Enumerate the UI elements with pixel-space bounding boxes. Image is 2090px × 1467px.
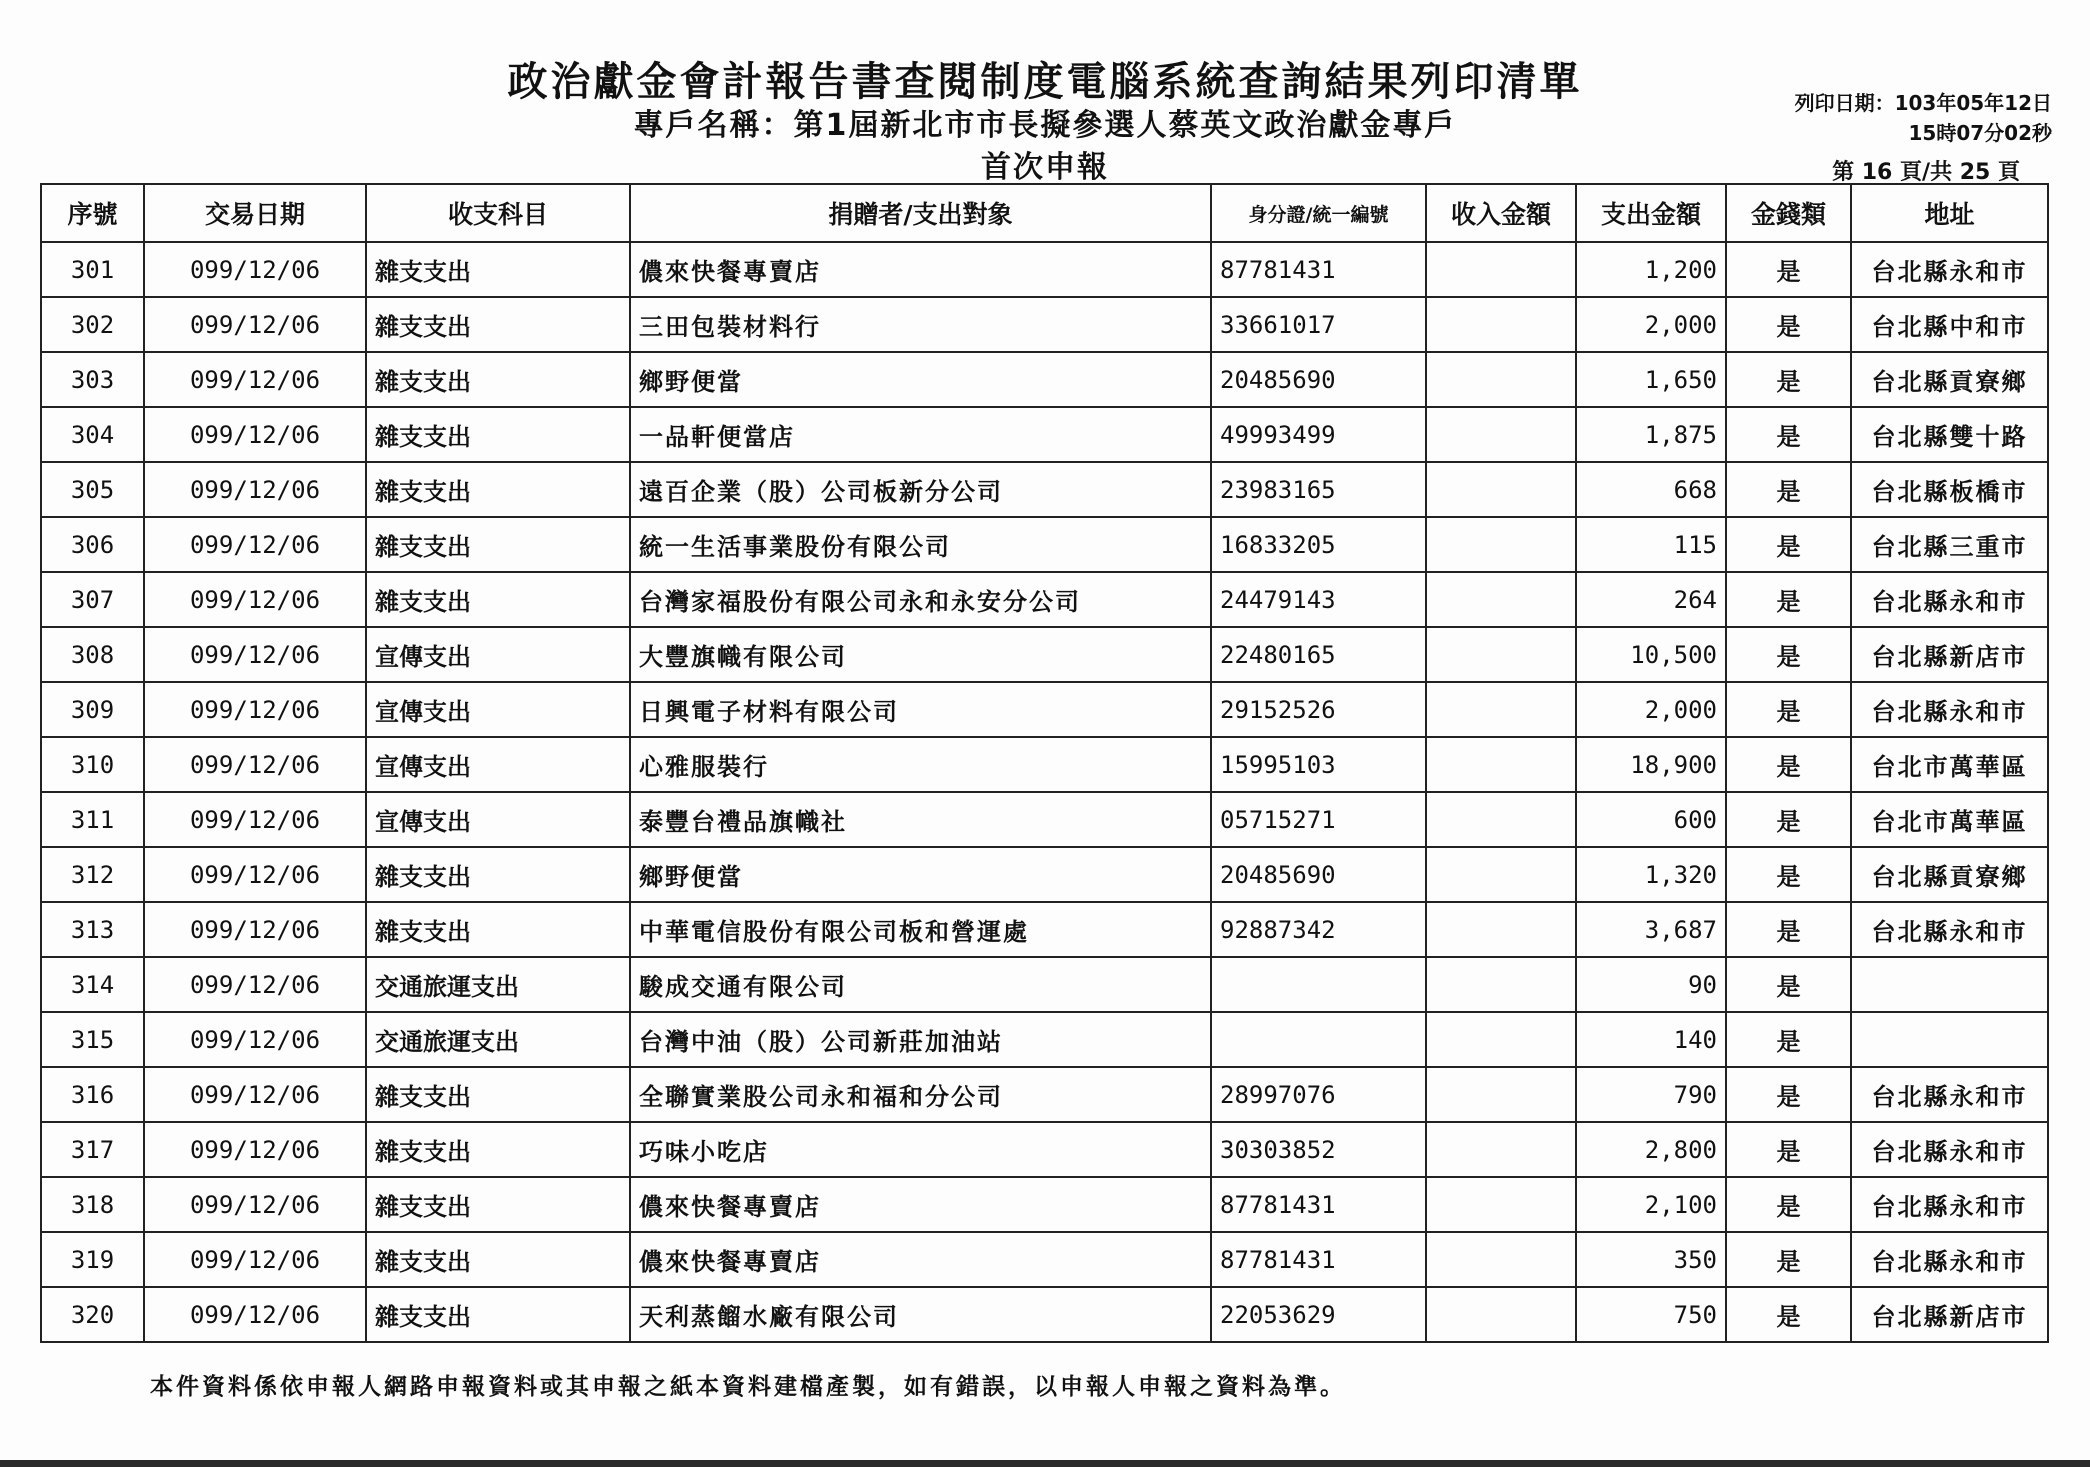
cell-date: 099/12/06 — [144, 627, 366, 682]
cell-payee: 儂來快餐專賣店 — [630, 1232, 1211, 1287]
cell-address: 台北縣永和市 — [1851, 1177, 2048, 1232]
cell-payee: 巧味小吃店 — [630, 1122, 1211, 1177]
cell-date: 099/12/06 — [144, 1012, 366, 1067]
cell-payee: 全聯實業股公司永和福和分公司 — [630, 1067, 1211, 1122]
cell-address: 台北縣貢寮鄉 — [1851, 847, 2048, 902]
cell-id: 16833205 — [1211, 517, 1426, 572]
cell-category: 雜支支出 — [366, 407, 630, 462]
cell-address — [1851, 957, 2048, 1012]
table-row — [41, 1122, 2048, 1177]
cell-cash: 是 — [1726, 1177, 1851, 1232]
footer-note: 本件資料係依申報人網路申報資料或其申報之紙本資料建檔產製，如有錯誤，以申報人申報之資料為準。 — [150, 1374, 1346, 1400]
cell-category: 雜支支出 — [366, 352, 630, 407]
cell-expense: 750 — [1576, 1287, 1726, 1342]
cell-address: 台北縣永和市 — [1851, 1232, 2048, 1287]
table-row — [41, 352, 2048, 407]
cell-id: 20485690 — [1211, 847, 1426, 902]
cell-payee: 日興電子材料有限公司 — [630, 682, 1211, 737]
cell-income — [1426, 407, 1576, 462]
table-row — [41, 1067, 2048, 1122]
cell-income — [1426, 902, 1576, 957]
cell-category: 雜支支出 — [366, 462, 630, 517]
table-row — [41, 1232, 2048, 1287]
cell-payee: 統一生活事業股份有限公司 — [630, 517, 1211, 572]
cell-cash: 是 — [1726, 1012, 1851, 1067]
cell-expense: 3,687 — [1576, 902, 1726, 957]
cell-payee: 台灣中油（股）公司新莊加油站 — [630, 1012, 1211, 1067]
cell-id: 87781431 — [1211, 1232, 1426, 1287]
cell-seq: 317 — [41, 1122, 144, 1177]
cell-cash: 是 — [1726, 352, 1851, 407]
cell-income — [1426, 242, 1576, 297]
cell-date: 099/12/06 — [144, 352, 366, 407]
cell-category: 雜支支出 — [366, 1122, 630, 1177]
cell-expense: 600 — [1576, 792, 1726, 847]
cell-id: 87781431 — [1211, 242, 1426, 297]
cell-seq: 318 — [41, 1177, 144, 1232]
cell-id: 30303852 — [1211, 1122, 1426, 1177]
cell-date: 099/12/06 — [144, 297, 366, 352]
cell-id: 05715271 — [1211, 792, 1426, 847]
cell-expense: 1,650 — [1576, 352, 1726, 407]
cell-income — [1426, 682, 1576, 737]
cell-category: 雜支支出 — [366, 517, 630, 572]
cell-category: 雜支支出 — [366, 1232, 630, 1287]
cell-income — [1426, 1177, 1576, 1232]
cell-address: 台北縣永和市 — [1851, 902, 2048, 957]
col-header-category: 收支科目 — [366, 184, 630, 242]
cell-address: 台北縣新店市 — [1851, 1287, 2048, 1342]
cell-seq: 310 — [41, 737, 144, 792]
cell-cash: 是 — [1726, 572, 1851, 627]
cell-category: 雜支支出 — [366, 297, 630, 352]
cell-id — [1211, 1012, 1426, 1067]
cell-category: 雜支支出 — [366, 902, 630, 957]
cell-income — [1426, 737, 1576, 792]
cell-date: 099/12/06 — [144, 1067, 366, 1122]
cell-income — [1426, 572, 1576, 627]
cell-id: 87781431 — [1211, 1177, 1426, 1232]
cell-payee: 儂來快餐專賣店 — [630, 242, 1211, 297]
cell-expense: 2,000 — [1576, 682, 1726, 737]
cell-expense: 790 — [1576, 1067, 1726, 1122]
cell-cash: 是 — [1726, 407, 1851, 462]
cell-income — [1426, 462, 1576, 517]
cell-payee: 天利蒸餾水廠有限公司 — [630, 1287, 1211, 1342]
table-row — [41, 847, 2048, 902]
cell-cash: 是 — [1726, 957, 1851, 1012]
cell-address: 台北縣新店市 — [1851, 627, 2048, 682]
cell-payee: 鄉野便當 — [630, 847, 1211, 902]
cell-category: 雜支支出 — [366, 572, 630, 627]
cell-date: 099/12/06 — [144, 902, 366, 957]
cell-cash: 是 — [1726, 737, 1851, 792]
cell-cash: 是 — [1726, 792, 1851, 847]
cell-payee: 中華電信股份有限公司板和營運處 — [630, 902, 1211, 957]
cell-expense: 115 — [1576, 517, 1726, 572]
cell-address: 台北縣三重市 — [1851, 517, 2048, 572]
cell-expense: 264 — [1576, 572, 1726, 627]
cell-seq: 315 — [41, 1012, 144, 1067]
cell-expense: 10,500 — [1576, 627, 1726, 682]
cell-seq: 301 — [41, 242, 144, 297]
cell-seq: 308 — [41, 627, 144, 682]
cell-seq: 320 — [41, 1287, 144, 1342]
cell-date: 099/12/06 — [144, 1287, 366, 1342]
col-header-date: 交易日期 — [144, 184, 366, 242]
table-row — [41, 902, 2048, 957]
table-row — [41, 572, 2048, 627]
cell-category: 宣傳支出 — [366, 792, 630, 847]
table-row — [41, 1287, 2048, 1342]
col-header-address: 地址 — [1851, 184, 2048, 242]
cell-date: 099/12/06 — [144, 572, 366, 627]
print-time: 15時07分02秒 — [1908, 121, 2052, 145]
cell-category: 雜支支出 — [366, 242, 630, 297]
cell-income — [1426, 1012, 1576, 1067]
table-row — [41, 627, 2048, 682]
cell-payee: 大豐旗幟有限公司 — [630, 627, 1211, 682]
cell-payee: 儂來快餐專賣店 — [630, 1177, 1211, 1232]
cell-seq: 314 — [41, 957, 144, 1012]
cell-category: 雜支支出 — [366, 1067, 630, 1122]
table-row — [41, 682, 2048, 737]
print-date: 列印日期：103年05年12日 — [1794, 91, 2052, 115]
cell-expense: 2,000 — [1576, 297, 1726, 352]
cell-expense: 1,320 — [1576, 847, 1726, 902]
cell-seq: 309 — [41, 682, 144, 737]
cell-id: 29152526 — [1211, 682, 1426, 737]
cell-category: 宣傳支出 — [366, 682, 630, 737]
table-row — [41, 517, 2048, 572]
print-timestamp — [1795, 88, 2052, 148]
table-row — [41, 242, 2048, 297]
table-row — [41, 737, 2048, 792]
cell-cash: 是 — [1726, 1287, 1851, 1342]
cell-cash: 是 — [1726, 297, 1851, 352]
cell-date: 099/12/06 — [144, 407, 366, 462]
cell-seq: 302 — [41, 297, 144, 352]
cell-date: 099/12/06 — [144, 517, 366, 572]
table-row — [41, 957, 2048, 1012]
cell-income — [1426, 957, 1576, 1012]
cell-address: 台北縣永和市 — [1851, 682, 2048, 737]
table-row — [41, 297, 2048, 352]
cell-payee: 鄉野便當 — [630, 352, 1211, 407]
cell-id: 15995103 — [1211, 737, 1426, 792]
cell-id: 22053629 — [1211, 1287, 1426, 1342]
cell-id: 92887342 — [1211, 902, 1426, 957]
table-row — [41, 462, 2048, 517]
cell-category: 宣傳支出 — [366, 737, 630, 792]
cell-seq: 305 — [41, 462, 144, 517]
cell-cash: 是 — [1726, 682, 1851, 737]
cell-cash: 是 — [1726, 902, 1851, 957]
table-header-row — [41, 184, 2048, 242]
table-body — [41, 242, 2048, 1342]
table-row — [41, 407, 2048, 462]
cell-address: 台北縣雙十路 — [1851, 407, 2048, 462]
report-type: 首次申報 — [981, 150, 1109, 185]
cell-cash: 是 — [1726, 1232, 1851, 1287]
cell-date: 099/12/06 — [144, 1232, 366, 1287]
cell-income — [1426, 847, 1576, 902]
cell-id: 23983165 — [1211, 462, 1426, 517]
cell-cash: 是 — [1726, 517, 1851, 572]
cell-category: 雜支支出 — [366, 1287, 630, 1342]
table-row — [41, 1177, 2048, 1232]
cell-id: 49993499 — [1211, 407, 1426, 462]
cell-category: 雜支支出 — [366, 1177, 630, 1232]
cell-income — [1426, 1122, 1576, 1177]
cell-expense: 1,200 — [1576, 242, 1726, 297]
cell-expense: 18,900 — [1576, 737, 1726, 792]
cell-income — [1426, 627, 1576, 682]
cell-category: 交通旅運支出 — [366, 1012, 630, 1067]
cell-expense: 2,800 — [1576, 1122, 1726, 1177]
cell-income — [1426, 297, 1576, 352]
cell-cash: 是 — [1726, 1122, 1851, 1177]
cell-address: 台北縣板橋市 — [1851, 462, 2048, 517]
cell-address: 台北縣永和市 — [1851, 1067, 2048, 1122]
col-header-seq: 序號 — [41, 184, 144, 242]
cell-income — [1426, 792, 1576, 847]
report-title: 政治獻金會計報告書查閱制度電腦系統查詢結果列印清單 — [507, 59, 1583, 105]
col-header-cash: 金錢類 — [1726, 184, 1851, 242]
page-indicator: 第 16 頁/共 25 頁 — [1832, 160, 2020, 185]
col-header-id: 身分證/統一編號 — [1211, 184, 1426, 242]
cell-expense: 140 — [1576, 1012, 1726, 1067]
cell-seq: 313 — [41, 902, 144, 957]
cell-id — [1211, 957, 1426, 1012]
cell-id: 24479143 — [1211, 572, 1426, 627]
cell-cash: 是 — [1726, 627, 1851, 682]
cell-seq: 316 — [41, 1067, 144, 1122]
cell-address: 台北縣永和市 — [1851, 572, 2048, 627]
cell-seq: 319 — [41, 1232, 144, 1287]
cell-income — [1426, 352, 1576, 407]
cell-category: 雜支支出 — [366, 847, 630, 902]
cell-address: 台北市萬華區 — [1851, 737, 2048, 792]
cell-cash: 是 — [1726, 462, 1851, 517]
cell-cash: 是 — [1726, 847, 1851, 902]
cell-category: 交通旅運支出 — [366, 957, 630, 1012]
col-header-expense: 支出金額 — [1576, 184, 1726, 242]
records-table — [40, 183, 2049, 1343]
cell-category: 宣傳支出 — [366, 627, 630, 682]
cell-seq: 303 — [41, 352, 144, 407]
cell-date: 099/12/06 — [144, 957, 366, 1012]
cell-date: 099/12/06 — [144, 242, 366, 297]
cell-expense: 2,100 — [1576, 1177, 1726, 1232]
cell-payee: 駿成交通有限公司 — [630, 957, 1211, 1012]
cell-expense: 90 — [1576, 957, 1726, 1012]
cell-income — [1426, 1067, 1576, 1122]
cell-payee: 一品軒便當店 — [630, 407, 1211, 462]
cell-seq: 304 — [41, 407, 144, 462]
cell-id: 22480165 — [1211, 627, 1426, 682]
bottom-rule — [0, 1460, 2090, 1467]
cell-date: 099/12/06 — [144, 737, 366, 792]
cell-id: 28997076 — [1211, 1067, 1426, 1122]
cell-id: 33661017 — [1211, 297, 1426, 352]
cell-payee: 泰豐台禮品旗幟社 — [630, 792, 1211, 847]
cell-date: 099/12/06 — [144, 847, 366, 902]
cell-payee: 三田包裝材料行 — [630, 297, 1211, 352]
cell-address: 台北縣中和市 — [1851, 297, 2048, 352]
cell-address: 台北縣永和市 — [1851, 1122, 2048, 1177]
cell-payee: 心雅服裝行 — [630, 737, 1211, 792]
cell-address — [1851, 1012, 2048, 1067]
cell-seq: 312 — [41, 847, 144, 902]
cell-date: 099/12/06 — [144, 1122, 366, 1177]
cell-seq: 311 — [41, 792, 144, 847]
cell-payee: 台灣家福股份有限公司永和永安分公司 — [630, 572, 1211, 627]
cell-seq: 306 — [41, 517, 144, 572]
cell-cash: 是 — [1726, 242, 1851, 297]
cell-income — [1426, 1287, 1576, 1342]
cell-date: 099/12/06 — [144, 792, 366, 847]
account-name: 專戶名稱：第1屆新北市市長擬參選人蔡英文政治獻金專戶 — [633, 108, 1457, 143]
cell-id: 20485690 — [1211, 352, 1426, 407]
cell-expense: 1,875 — [1576, 407, 1726, 462]
col-header-income: 收入金額 — [1426, 184, 1576, 242]
cell-income — [1426, 1232, 1576, 1287]
cell-payee: 遠百企業（股）公司板新分公司 — [630, 462, 1211, 517]
table-row — [41, 1012, 2048, 1067]
cell-date: 099/12/06 — [144, 682, 366, 737]
table-row — [41, 792, 2048, 847]
cell-seq: 307 — [41, 572, 144, 627]
cell-expense: 350 — [1576, 1232, 1726, 1287]
cell-date: 099/12/06 — [144, 462, 366, 517]
cell-date: 099/12/06 — [144, 1177, 366, 1232]
cell-income — [1426, 517, 1576, 572]
cell-expense: 668 — [1576, 462, 1726, 517]
cell-address: 台北市萬華區 — [1851, 792, 2048, 847]
col-header-payee: 捐贈者/支出對象 — [630, 184, 1211, 242]
cell-address: 台北縣貢寮鄉 — [1851, 352, 2048, 407]
cell-address: 台北縣永和市 — [1851, 242, 2048, 297]
cell-cash: 是 — [1726, 1067, 1851, 1122]
